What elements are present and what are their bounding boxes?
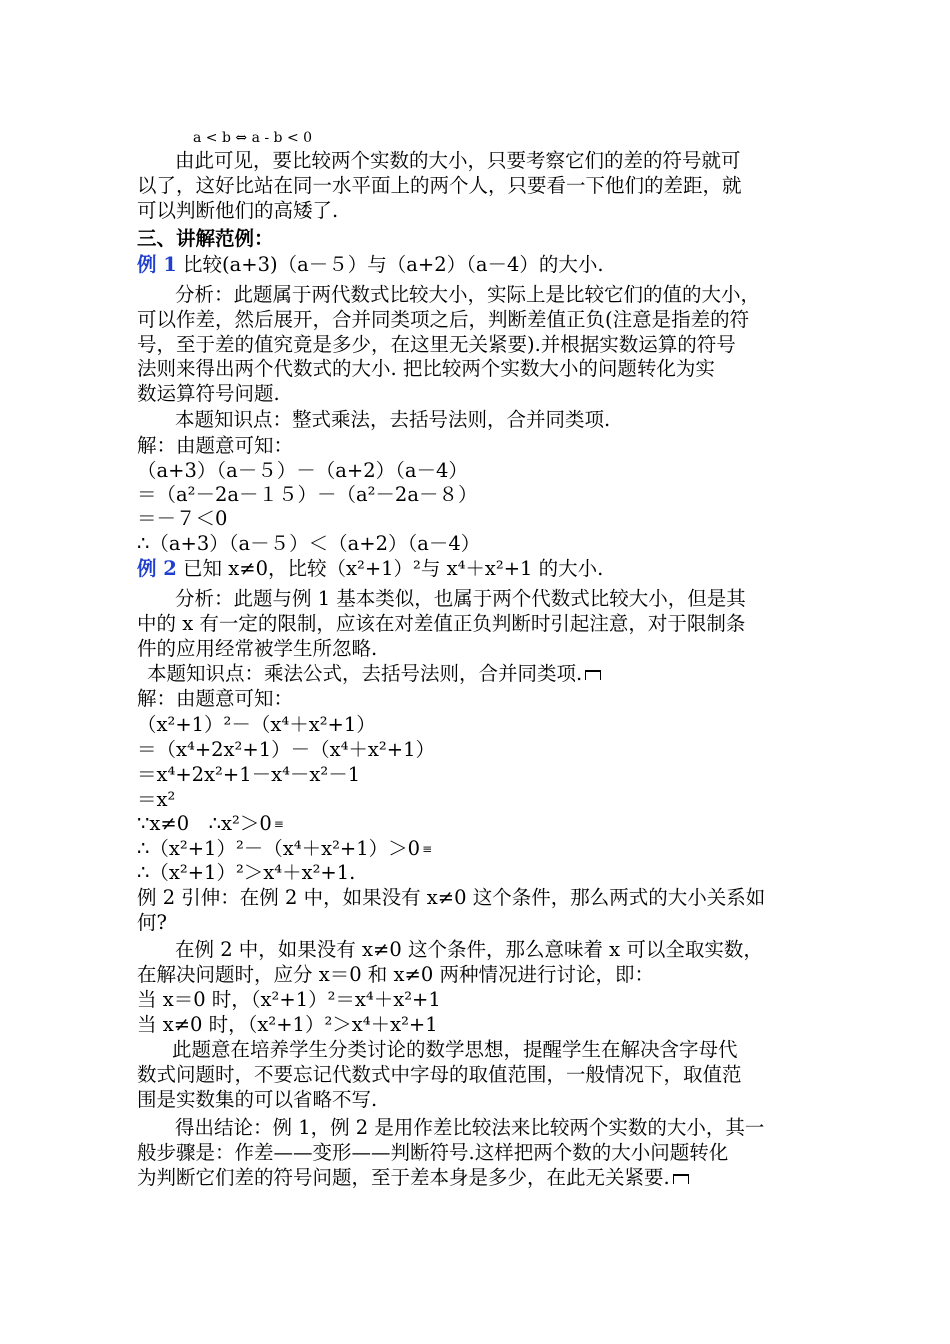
knowledge-points-text: 本题知识点：乘法公式，去括号法则，合并同类项. <box>147 662 583 685</box>
knowledge-points: 本题知识点：整式乘法，去括号法则，合并同类项. <box>175 408 611 431</box>
triple-bar-icon: ≡ <box>273 817 284 831</box>
paragraph-line: 围是实数集的可以省略不写. <box>137 1088 378 1111</box>
paragraph-line: 可以作差，然后展开，合并同类项之后，判断差值正负(注意是指差的符 <box>137 308 750 331</box>
paragraph-line: 中的 x 有一定的限制，应该在对差值正负判断时引起注意，对于限制条 <box>137 612 746 635</box>
paragraph-line: 分析：此题与例 1 基本类似，也属于两个代数式比较大小，但是其 <box>175 587 746 610</box>
example-2-title <box>137 556 603 581</box>
paragraph-line: 数式问题时，不要忘记代数式中字母的取值范围，一般情况下，取值范 <box>137 1063 742 1086</box>
solution-intro: 解：由题意可知： <box>137 687 294 710</box>
paragraph-mark-icon <box>673 1174 689 1184</box>
paragraph-line: 在例 2 中，如果没有 x≠0 这个条件，那么意味着 x 可以全取实数， <box>175 938 763 961</box>
paragraph-line: 由此可见，要比较两个实数的大小，只要考察它们的差的符号就可 <box>175 149 741 172</box>
example-2-text: 已知 x≠0，比较（x²+1）²与 x⁴＋x²+1 的大小. <box>176 557 604 580</box>
paragraph-line: 在解决问题时，应分 x＝0 和 x≠0 两种情况进行讨论，即： <box>137 963 654 986</box>
paragraph-line: 法则来得出两个代数式的大小. 把比较两个实数大小的问题转化为实 <box>137 357 715 380</box>
paragraph-line: 数运算符号问题. <box>137 382 280 405</box>
example-1-title <box>137 252 604 277</box>
paragraph-line: 何? <box>137 911 167 934</box>
paragraph-line: 得出结论：例 1，例 2 是用作差比较法来比较两个实数的大小，其一 <box>175 1116 765 1139</box>
math-line: ＝（x⁴+2x²+1）－（x⁴＋x²+1） <box>137 738 435 761</box>
knowledge-points <box>147 661 601 686</box>
math-line: ＝x⁴+2x²+1－x⁴－x²－1 <box>137 763 361 786</box>
case-line: 当 x＝0 时，（x²+1）²＝x⁴＋x²+1 <box>137 988 441 1011</box>
conclusion-text: 为判断它们差的符号问题，至于差本身是多少，在此无关紧要. <box>137 1166 670 1189</box>
paragraph-line: 号，至于差的值究竟是多少，在这里无关紧要).并根据实数运算的符号 <box>137 333 736 356</box>
paragraph-mark-icon <box>585 670 601 680</box>
paragraph-line: 般步骤是：作差——变形——判断符号.这样把两个数的大小问题转化 <box>137 1141 729 1164</box>
math-line: （x²+1）²－（x⁴＋x²+1） <box>137 713 376 736</box>
math-line: ∴（a+3）（a－５）＜（a+2）（a－4） <box>137 532 481 555</box>
paragraph-line: 以了，这好比站在同一水平面上的两个人，只要看一下他们的差距，就 <box>137 174 742 197</box>
solution-intro: 解：由题意可知： <box>137 434 294 457</box>
math-text: ∵x≠0 ∴x²＞0 <box>137 812 272 835</box>
math-line <box>137 836 432 861</box>
example-tag: 例 2 <box>137 557 177 580</box>
triple-bar-icon: ≡ <box>422 842 433 856</box>
math-line: ＝x² <box>137 788 176 811</box>
math-text: ∴（x²+1）²－（x⁴＋x²+1）＞0 <box>137 837 421 860</box>
math-line: ∴（x²+1）²＞x⁴＋x²+1. <box>137 861 356 884</box>
paragraph-line: 分析：此题属于两代数式比较大小，实际上是比较它们的值的大小， <box>175 283 761 306</box>
paragraph-line: 可以判断他们的高矮了. <box>137 199 339 222</box>
section-heading: 三、讲解范例： <box>137 227 274 250</box>
math-line: （a+3）（a－５）－（a+2）（a－4） <box>137 459 468 482</box>
example-1-text: 比较(a+3)（a－５）与（a+2）（a－4）的大小. <box>176 253 604 276</box>
inequality-formula: a < b ⇔ a - b < 0 <box>193 130 313 146</box>
math-line: ＝（a²－2a－１５）－（a²－2a－８） <box>137 483 478 506</box>
paragraph-line: 此题意在培养学生分类讨论的数学思想，提醒学生在解决含字母代 <box>172 1038 738 1061</box>
example-tag: 例 1 <box>137 253 177 276</box>
paragraph-line: 件的应用经常被学生所忽略. <box>137 637 378 660</box>
paragraph-line: 例 2 引伸：在例 2 中，如果没有 x≠0 这个条件，那么两式的大小关系如 <box>137 886 766 909</box>
math-line <box>137 811 284 836</box>
paragraph-line <box>137 1165 689 1190</box>
math-line: ＝－７＜0 <box>137 507 228 530</box>
case-line: 当 x≠0 时，（x²+1）²＞x⁴＋x²+1 <box>137 1013 438 1036</box>
